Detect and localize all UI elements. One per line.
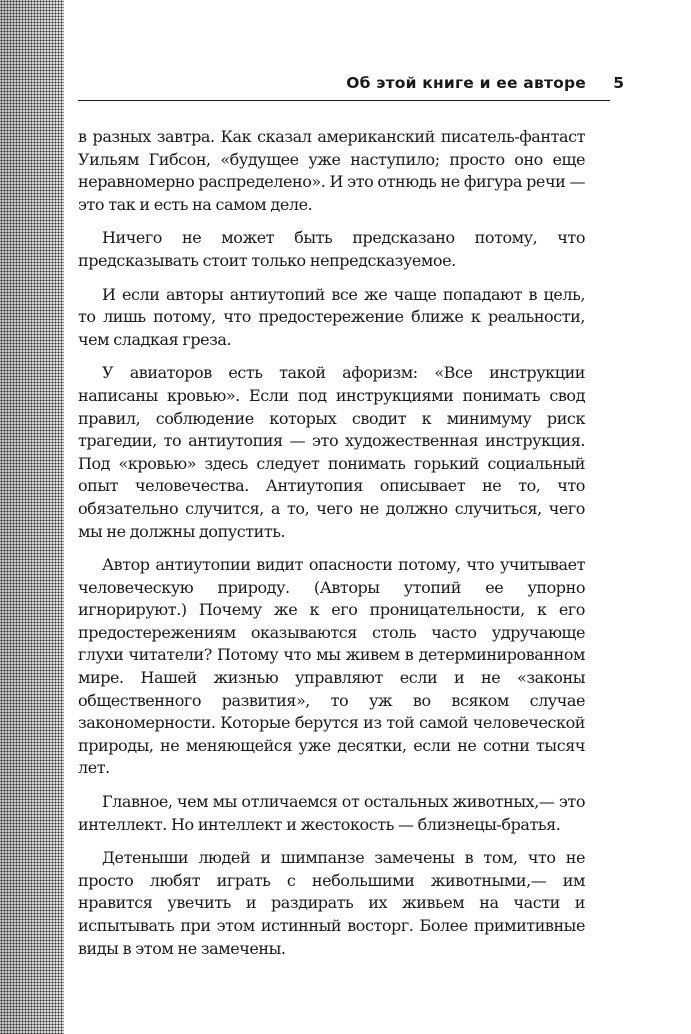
body-text bbox=[78, 126, 585, 971]
page-number: 5 bbox=[613, 74, 624, 92]
paragraph-4: У авиаторов есть такой афоризм: «Все инструкции написаны кровью». Если под инструкциями понимать свод правил, соблюдение которых сводит к минимуму риск трагедии, то антиутопия — это художественная инструкция. Под «кровью» здесь следует понимать горький социальный опыт человечества. Антиутопия описывает не то, что обязательно случится, а то, чего не должно случиться, чего мы не должны допустить. bbox=[78, 363, 585, 541]
paragraph-6: Главное, чем мы отличаемся от остальных животных,— это интеллект. Но интеллект и жестокость — близнецы-братья. bbox=[78, 792, 585, 834]
paragraph-3: И если авторы антиутопий все же чаще попадают в цель, то лишь потому, что предостережение ближе к реальности, чем сладкая греза. bbox=[78, 284, 585, 349]
paragraph-5: Автор антиутопии видит опасности потому, что учитывает человеческую природу. (Авторы утопий ее упорно игнорируют.) Почему же к его проницательности, к его предостережениям оказываются столь часто удручающе глухи читатели? Потому что мы живем в детерминированном мире. Нашей жизнью управляют если и не «законы общественного развития», то уж во всяком случае закономерности. Которые берутся из той самой человеческой природы, не меняющейся уже десятки, если не сотни тысяч лет. bbox=[78, 555, 585, 778]
paragraph-7: Детеныши людей и шимпанзе замечены в том, что не просто любят играть с небольшими животными,— им нравится увечить и раздирать их живьем на части и испытывать при этом истинный восторг. Более примитивные виды в этом не замечены. bbox=[78, 848, 585, 958]
running-head bbox=[78, 68, 624, 101]
paragraph-1: в разных завтра. Как сказал американский писатель-фантаст Уильям Гибсон, «будущее уже наступило; просто оно еще неравномерно распределено». И это отнюдь не фигура речи — это так и есть на самом деле. bbox=[78, 127, 585, 214]
running-head-title: Об этой книге и ее авторе bbox=[346, 74, 586, 92]
paragraph-2: Ничего не может быть предсказано потому, что предсказывать стоит только непредсказуемое. bbox=[78, 228, 585, 270]
halftone-page-edge bbox=[0, 0, 64, 1034]
